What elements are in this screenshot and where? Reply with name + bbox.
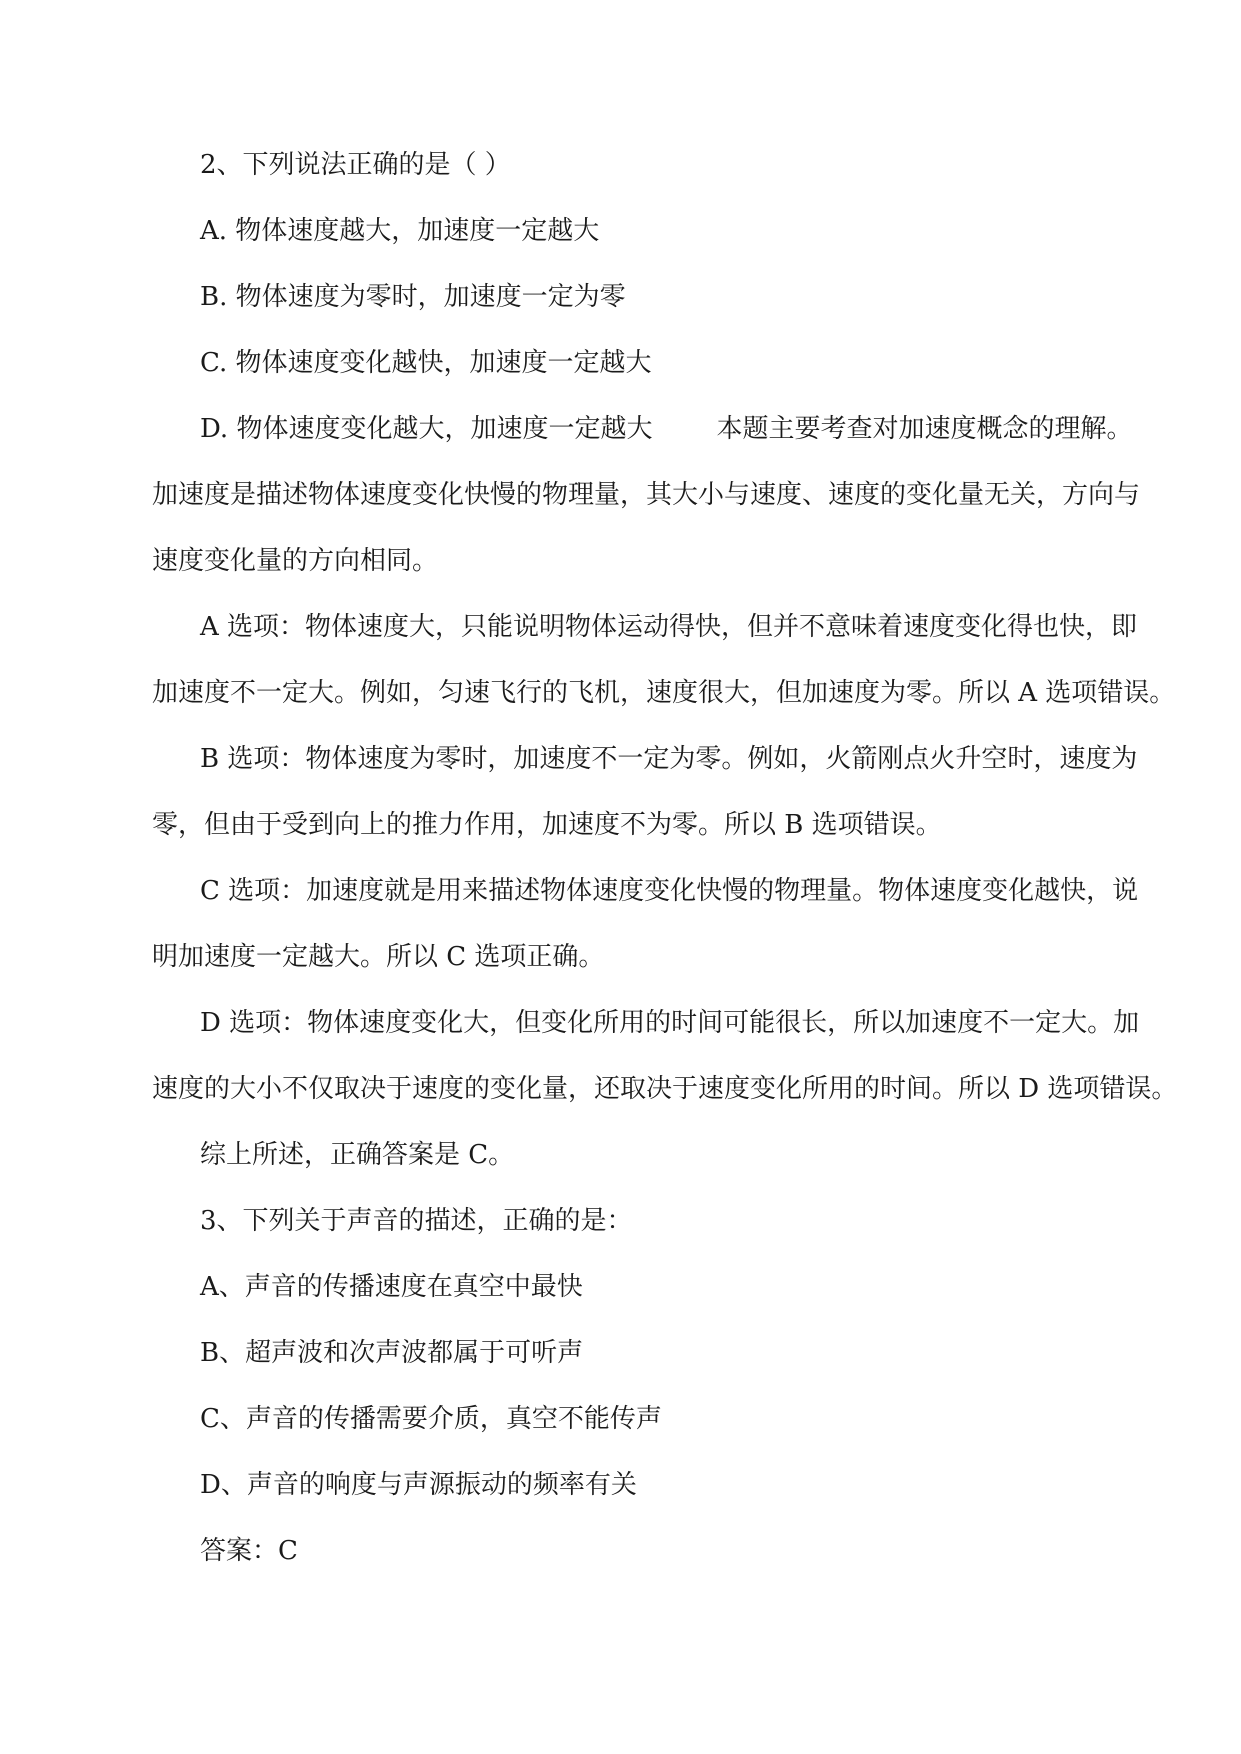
question-3-option-b: B、超声波和次声波都属于可听声 [200,1338,584,1368]
question-2-summary: 综上所述，正确答案是 C。 [200,1140,515,1170]
question-2-option-c: C. 物体速度变化越快，加速度一定越大 [200,348,652,378]
question-3-title: 3、下列关于声音的描述，正确的是： [200,1206,633,1236]
option-a-analysis-line: A 选项：物体速度大，只能说明物体运动得快，但并不意味着速度变化得也快，即 [200,612,1138,642]
question-3-answer: 答案：C [200,1536,298,1566]
option-c-analysis-line: 明加速度一定越大。所以 C 选项正确。 [152,942,605,972]
explanation-line: 速度变化量的方向相同。 [152,546,439,576]
explanation-line: 加速度是描述物体速度变化快慢的物理量，其大小与速度、速度的变化量无关，方向与 [152,480,1141,510]
option-a-analysis-line: 加速度不一定大。例如，匀速飞行的飞机，速度很大，但加速度为零。所以 A 选项错误。 [152,678,1176,708]
question-2-title: 2、下列说法正确的是（ ） [200,150,511,180]
option-b-analysis-line: B 选项：物体速度为零时，加速度不一定为零。例如，火箭刚点火升空时，速度为 [200,744,1138,774]
question-3-option-d: D、声音的响度与声源振动的频率有关 [200,1470,637,1500]
option-d-analysis-line: 速度的大小不仅取决于速度的变化量，还取决于速度变化所用的时间。所以 D 选项错误。 [152,1074,1178,1104]
question-3-option-c: C、声音的传播需要介质，真空不能传声 [200,1404,662,1434]
question-2-option-d-line [200,412,1132,446]
option-c-analysis-line: C 选项：加速度就是用来描述物体速度变化快慢的物理量。物体速度变化越快，说 [200,876,1139,906]
question-2-option-a: A. 物体速度越大，加速度一定越大 [200,216,600,246]
option-d-analysis-line: D 选项：物体速度变化大，但变化所用的时间可能很长，所以加速度不一定大。加 [200,1008,1140,1038]
question-2-option-d: D. 物体速度变化越大，加速度一定越大 [200,414,653,444]
question-2-option-b: B. 物体速度为零时，加速度一定为零 [200,282,626,312]
question-3-option-a: A、声音的传播速度在真空中最快 [200,1272,583,1302]
option-b-analysis-line: 零，但由于受到向上的推力作用，加速度不为零。所以 B 选项错误。 [152,810,942,840]
question-2-analysis-intro: 本题主要考查对加速度概念的理解。 [716,414,1133,444]
